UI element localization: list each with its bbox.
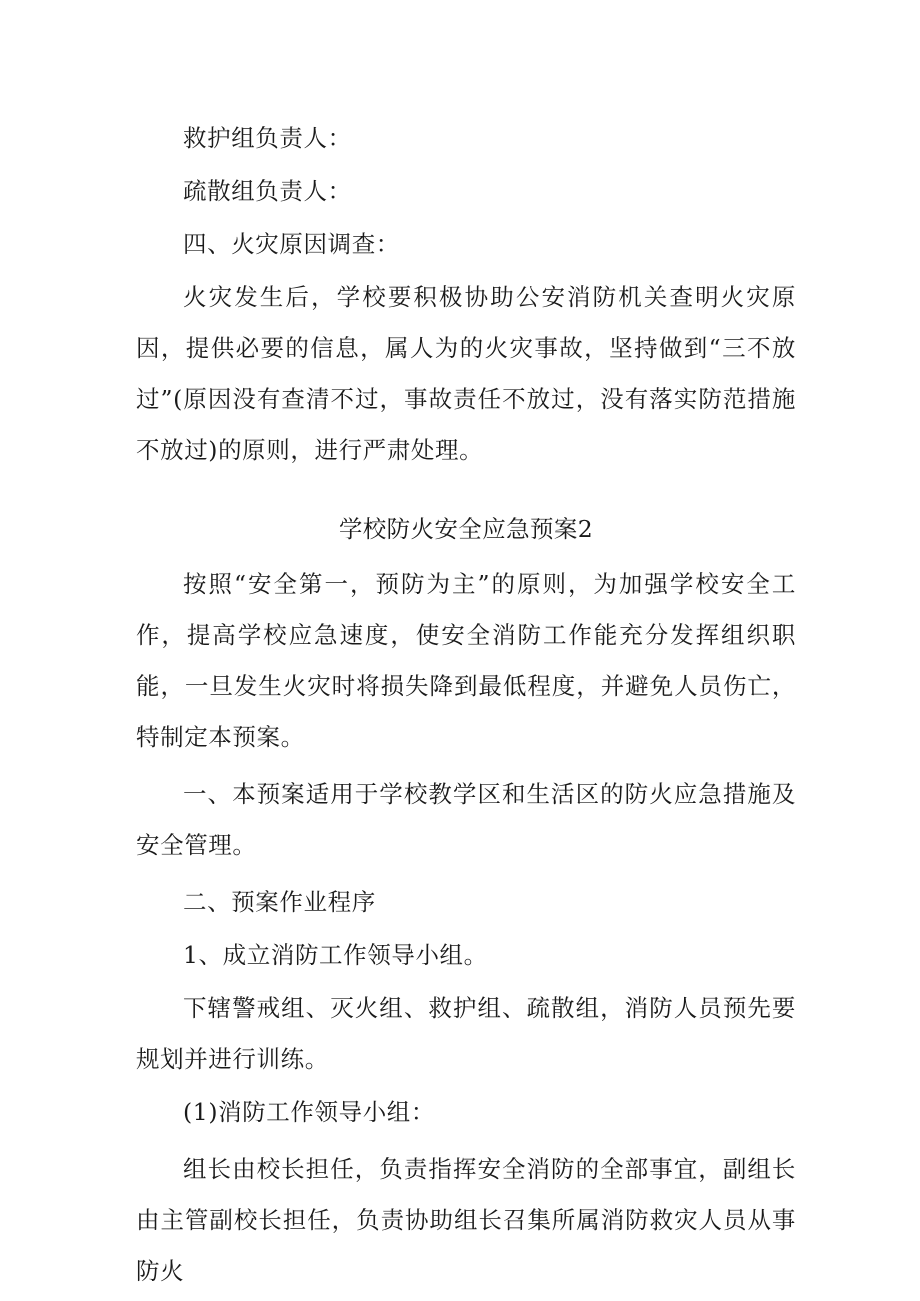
paragraph-scope: 一、本预案适用于学校教学区和生活区的防火应急措施及安全管理。 [136,780,796,859]
paragraph-evacuation-leader: 疏散组负责人： [183,177,352,205]
paragraph-rescue-leader: 救护组负责人： [183,124,352,152]
document-body [136,113,796,1299]
paragraph-establish-group: 1、成立消防工作领导小组。 [183,941,488,969]
heading-leadership-group: (1)消防工作领导小组： [183,1098,435,1126]
paragraph-fire-cause: 火灾发生后，学校要积极协助公安消防机关查明火灾原因，提供必要的信息，属人为的火灾事故，坚持做到“三不放过”(原因没有查清不过，事故责任不放过，没有落实防范措施不放过)的原则，进行严肃处理。 [136,283,796,464]
paragraph-subgroups: 下辖警戒组、灭火组、救护组、疏散组，消防人员预先要规划并进行训练。 [136,994,796,1073]
paragraph-intro: 按照“安全第一，预防为主”的原则，为加强学校安全工作，提高学校应急速度，使安全消防工作能充分发挥组织职能，一旦发生火灾时将损失降到最低程度，并避免人员伤亡，特制定本预案。 [136,570,796,751]
heading-procedure: 二、预案作业程序 [183,888,376,916]
document-title: 学校防火安全应急预案2 [338,515,594,543]
paragraph-leadership-duties: 组长由校长担任，负责指挥安全消防的全部事宜，副组长由主管副校长担任，负责协助组长召集所属消防救灾人员从事防火 [136,1155,796,1285]
heading-fire-cause-investigation: 四、火灾原因调查： [183,230,400,258]
